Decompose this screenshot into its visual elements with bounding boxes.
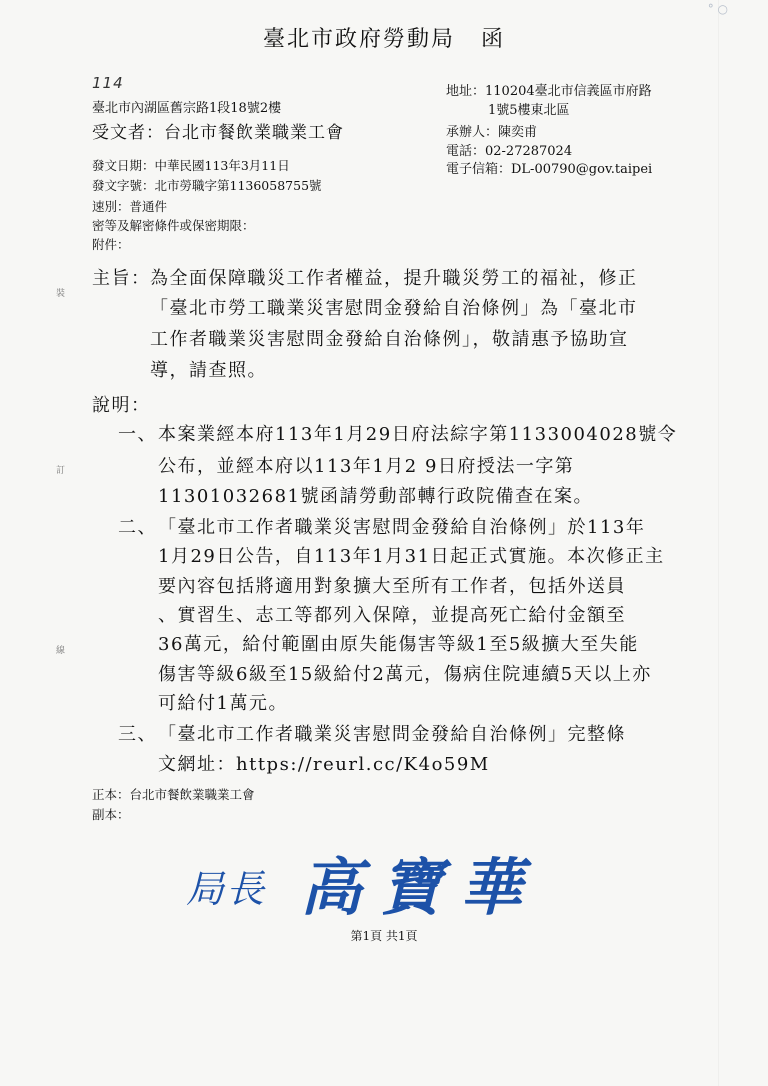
issue-date: 發文日期：中華民國113年3月11日 bbox=[92, 158, 290, 173]
binding-mark: 訂 bbox=[56, 466, 66, 476]
item-line: 要內容包括將適用對象擴大至所有工作者，包括外送員 bbox=[158, 576, 626, 597]
attachments: 附件： bbox=[92, 237, 130, 252]
item-url-line: 文網址：https://reurl.cc/K4o59M bbox=[158, 754, 490, 775]
explanation-label: 說明： bbox=[92, 395, 151, 416]
item-line: 可給付1萬元。 bbox=[158, 693, 288, 714]
item-line: 「臺北市工作者職業災害慰問金發給自治條例」完整條 bbox=[158, 724, 626, 745]
sender-address: 臺北市內湖區舊宗路1段18號2樓 bbox=[92, 101, 282, 116]
contact-phone: 電話：02-27287024 bbox=[446, 144, 573, 159]
original-recipient: 正本：台北市餐飲業職業工會 bbox=[92, 787, 255, 802]
item-line: 本案業經本府113年1月29日府法綜字第1133004028號令 bbox=[158, 424, 678, 445]
document-number: 發文字號：北市勞職字第1136058755號 bbox=[92, 178, 322, 193]
recipient: 受文者：台北市餐飲業職業工會 bbox=[92, 123, 344, 143]
item-line: 1月29日公告，自113年1月31日起正式實施。本次修正主 bbox=[158, 546, 665, 567]
page-edge-shadow bbox=[718, 0, 719, 1086]
item-line: 36萬元，給付範圍由原失能傷害等級1至5級擴大至失能 bbox=[158, 634, 639, 655]
subject-line: 為全面保障職災工作者權益，提升職災勞工的福祉，修正 bbox=[150, 268, 638, 289]
urgency: 速別：普通件 bbox=[92, 199, 168, 214]
subject-line: 工作者職業災害慰問金發給自治條例」，敬請惠予協助宣 bbox=[150, 329, 629, 350]
binding-mark: 線 bbox=[56, 646, 66, 656]
item-line: 公布，並經本府以113年1月2 9日府授法一字第 bbox=[158, 456, 575, 477]
item-line: 11301032681號函請勞動部轉行政院備查在案。 bbox=[158, 486, 593, 507]
copy-recipient: 副本： bbox=[92, 807, 130, 822]
subject-label: 主旨： bbox=[92, 268, 151, 289]
item-line: 、實習生、志工等都列入保障，並提高死亡給付金額至 bbox=[158, 605, 626, 626]
contact-address-cont: 1號5樓東北區 bbox=[488, 103, 570, 118]
corner-mark: ° ○ bbox=[707, 2, 728, 16]
confidentiality: 密等及解密條件或保密期限： bbox=[92, 218, 255, 233]
item-number: 二、 bbox=[118, 517, 157, 538]
subject-line: 「臺北市勞工職業災害慰問金發給自治條例」為「臺北市 bbox=[150, 298, 638, 319]
binding-mark: 裝 bbox=[56, 289, 66, 299]
item-line: 傷害等級6級至15級給付2萬元，傷病住院連續5天以上亦 bbox=[158, 664, 652, 685]
handwritten-note: 114 bbox=[92, 74, 124, 92]
item-number: 一、 bbox=[118, 424, 157, 445]
signature-title: 局長 bbox=[186, 867, 267, 911]
contact-email: 電子信箱：DL-00790@gov.taipei bbox=[446, 162, 653, 177]
item-number: 三、 bbox=[118, 724, 157, 745]
item-line: 「臺北市工作者職業災害慰問金發給自治條例」於113年 bbox=[158, 517, 646, 538]
document-title bbox=[0, 22, 768, 53]
subject-line: 導，請查照。 bbox=[150, 360, 267, 381]
title-document-type: 函 bbox=[481, 27, 506, 52]
signature-name: 高寶華 bbox=[300, 851, 541, 924]
contact-address: 地址：110204臺北市信義區市府路 bbox=[446, 84, 652, 99]
title-organization: 臺北市政府勞動局 bbox=[262, 27, 455, 52]
contact-person: 承辦人：陳奕甫 bbox=[446, 125, 538, 140]
page-number: 第1頁 共1頁 bbox=[350, 929, 418, 943]
